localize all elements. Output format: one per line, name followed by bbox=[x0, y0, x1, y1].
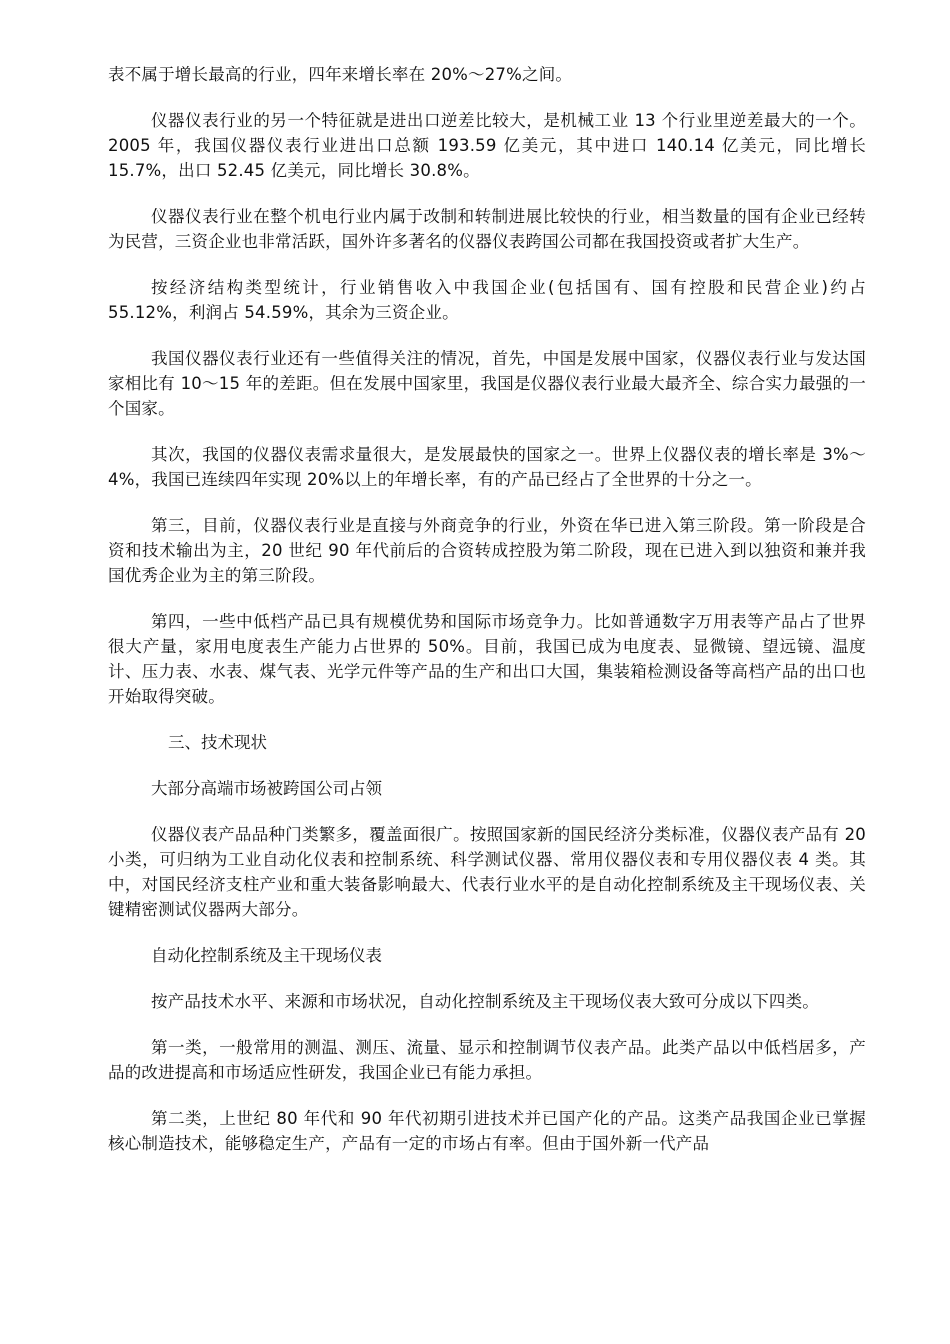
subheading-high-end-market: 大部分高端市场被跨国公司占领 bbox=[151, 779, 382, 798]
section-heading-tech-status: 三、技术现状 bbox=[168, 733, 267, 752]
paragraph-first-point: 我国仪器仪表行业还有一些值得关注的情况，首先，中国是发展中国家，仪器仪表行业与发达国家相比有 10～15 年的差距。但在发展中国家里，我国是仪器仪表行业最大最齐全、综合实力最强的一个国家。 bbox=[108, 349, 866, 418]
paragraph-second-point: 其次，我国的仪器仪表需求量很大，是发展最快的国家之一。世界上仪器仪表的增长率是 3%～4%，我国已连续四年实现 20%以上的年增长率，有的产品已经占了全世界的十分之一。 bbox=[108, 445, 866, 489]
paragraph-four-classes: 按产品技术水平、来源和市场状况，自动化控制系统及主干现场仪表大致可分成以下四类。 bbox=[151, 992, 819, 1011]
paragraph-class-two: 第二类，上世纪 80 年代和 90 年代初期引进技术并已国产化的产品。这类产品我国企业已掌握核心制造技术，能够稳定生产，产品有一定的市场占有率。但由于国外新一代产品 bbox=[108, 1109, 866, 1153]
paragraph-product-categories: 仪器仪表产品品种门类繁多，覆盖面很广。按照国家新的国民经济分类标准，仪器仪表产品有 20 小类，可归纳为工业自动化仪表和控制系统、科学测试仪器、常用仪器仪表和专用仪器仪表 4 类。其中，对国民经济支柱产业和重大装备影响最大、代表行业水平的是自动化控制系统及主干现场仪表、关键精密测试仪器两大部分。 bbox=[108, 825, 866, 919]
document-page bbox=[108, 62, 866, 1177]
paragraph-restructuring: 仪器仪表行业在整个机电行业内属于改制和转制进展比较快的行业，相当数量的国有企业已经转为民营，三资企业也非常活跃，国外许多著名的仪器仪表跨国公司都在我国投资或者扩大生产。 bbox=[108, 207, 866, 251]
paragraph-third-point: 第三，目前，仪器仪表行业是直接与外商竞争的行业，外资在华已进入第三阶段。第一阶段是合资和技术输出为主，20 世纪 90 年代前后的合资转成控股为第二阶段，现在已进入到以独资和兼并我国优秀企业为主的第三阶段。 bbox=[108, 516, 866, 585]
paragraph-class-one: 第一类，一般常用的测温、测压、流量、显示和控制调节仪表产品。此类产品以中低档居多，产品的改进提高和市场适应性研发，我国企业已有能力承担。 bbox=[108, 1038, 866, 1082]
subheading-automation-systems: 自动化控制系统及主干现场仪表 bbox=[151, 946, 382, 965]
paragraph-growth-rate: 表不属于增长最高的行业，四年来增长率在 20%～27%之间。 bbox=[108, 65, 573, 84]
paragraph-fourth-point: 第四，一些中低档产品已具有规模优势和国际市场竞争力。比如普通数字万用表等产品占了世界很大产量，家用电度表生产能力占世界的 50%。目前，我国已成为电度表、显微镜、望远镜、温度计、压力表、水表、煤气表、光学元件等产品的生产和出口大国，集装箱检测设备等高档产品的出口也开始取得突破。 bbox=[108, 612, 866, 706]
paragraph-ownership-stats: 按经济结构类型统计，行业销售收入中我国企业(包括国有、国有控股和民营企业)约占 55.12%，利润占 54.59%，其余为三资企业。 bbox=[108, 278, 866, 322]
paragraph-trade-deficit: 仪器仪表行业的另一个特征就是进出口逆差比较大，是机械工业 13 个行业里逆差最大的一个。2005 年，我国仪器仪表行业进出口总额 193.59 亿美元，其中进口 140.14 亿美元，同比增长 15.7%，出口 52.45 亿美元，同比增长 30.8%。 bbox=[108, 111, 866, 180]
